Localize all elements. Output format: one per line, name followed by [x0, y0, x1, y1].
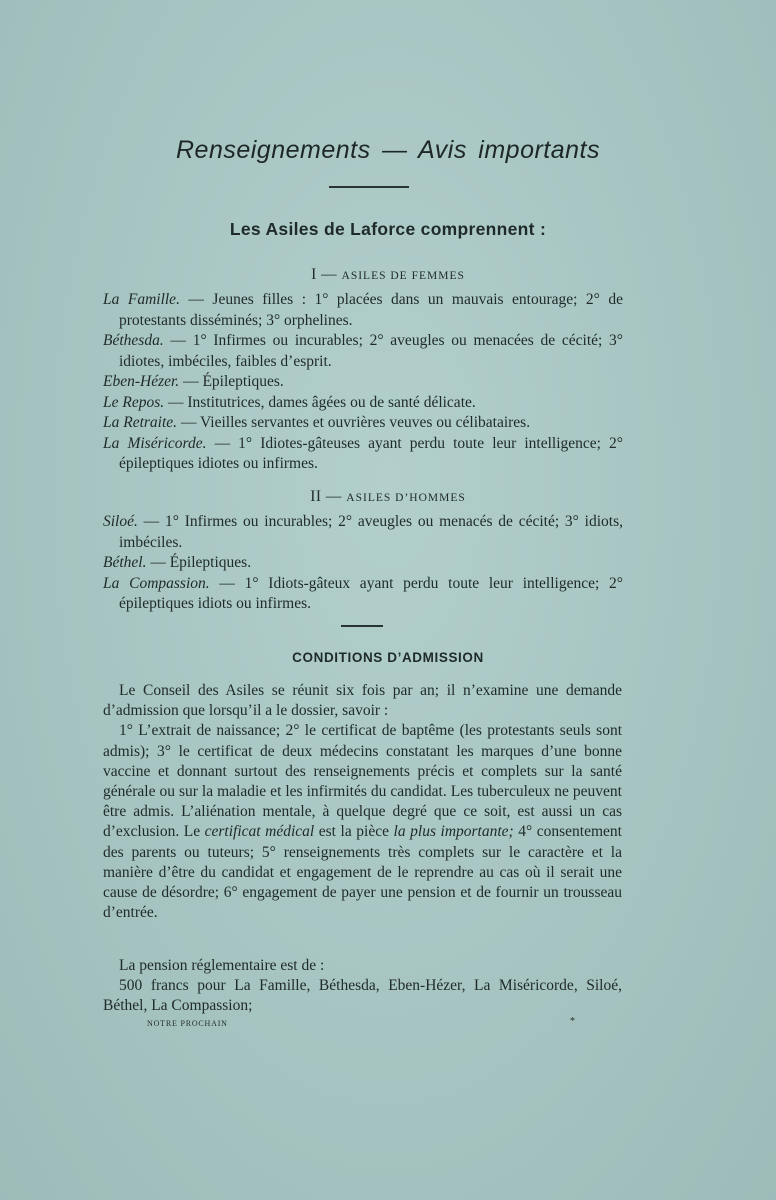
list-item [103, 290, 623, 331]
list-item [103, 331, 623, 372]
section-numeral: I — [311, 266, 338, 283]
men-asylums-list [103, 512, 623, 615]
asylum-description: — 1° Infirmes ou incurables; 2° aveugles ou menacées de cécité; 3° idiotes, imbéciles, faibles d’esprit. [119, 332, 623, 370]
pension-intro: La pension réglementaire est de : [119, 957, 325, 974]
asylum-description: — Institutrices, dames âgées ou de santé délicate. [164, 393, 476, 411]
title-divider [329, 186, 409, 188]
conditions-text: est la pièce [314, 823, 394, 841]
asylum-name: La Famille. [103, 291, 180, 308]
pension-line: 500 francs pour La Famille, Béthesda, Eben-Hézer, La Miséricorde, Siloé, Béthel, La Compassion; [103, 977, 622, 1015]
section-divider [341, 625, 383, 627]
conditions-text: 1° L’extrait de naissance; 2° le certificat de baptême (les protestants seuls sont admis); 3° le certificat de deux médecins constatant les marques d’une bonne vaccine et donnant surtout des renseignements précis et complets sur la santé générale ou sur la maladie et les infirmités du candidat. Les tuberculeux ne peuvent être admis. L’aliénation mentale, à quelque degré que ce soit, est aussi un cas d’exclusion. Le [103, 722, 622, 841]
women-asylums-list [103, 290, 623, 475]
asylum-description: — Vieilles servantes et ouvrières veuves ou célibataires. [177, 414, 531, 431]
pension-body [103, 956, 622, 1017]
asylum-description: — Jeunes filles : 1° placées dans un mauvais entourage; 2° de protestants disséminés; 3° orphelines. [119, 291, 623, 329]
conditions-body [103, 681, 622, 923]
asylum-description: — 1° Idiots-gâteux ayant perdu toute leur intelligence; 2° épileptiques idiots ou infirmes. [119, 574, 623, 612]
section-men-heading [0, 488, 776, 506]
asylum-description: — 1° Infirmes ou incurables; 2° aveugles ou menacés de cécité; 3° idiots, imbéciles. [119, 513, 623, 551]
asylum-name: Siloé. [103, 513, 138, 530]
list-item [103, 372, 623, 393]
asylum-name: Béthesda. [103, 332, 164, 349]
asylum-name: La Compassion. [103, 574, 210, 592]
list-item [103, 512, 623, 553]
list-item [103, 574, 623, 615]
signature-mark: * [570, 1016, 575, 1027]
list-item [103, 434, 623, 475]
asylum-name: La Retraite. [103, 414, 178, 431]
section-label: ASILES DE FEMMES [341, 270, 465, 282]
conditions-paragraph-2 [103, 721, 622, 923]
asylum-description: — Épileptiques. [179, 373, 284, 390]
emphasis-text: la plus importante; [393, 823, 514, 841]
footer-catchword: NOTRE PROCHAIN [147, 1019, 228, 1028]
page-title: Renseignements — Avis importants [175, 136, 600, 164]
emphasis-text: certificat médical [204, 823, 315, 841]
conditions-heading: CONDITIONS D’ADMISSION [292, 650, 484, 665]
section-label: ASILES D’HOMMES [346, 492, 466, 504]
asylum-description: — 1° Idiotes-gâteuses ayant perdu toute leur intelligence; 2° épileptiques idiotes ou infirmes. [119, 434, 623, 472]
list-item [103, 413, 623, 434]
asylum-name: Eben-Hézer. [103, 373, 180, 390]
conditions-text: 4° consentement des parents ou tuteurs; 5° renseignements très complets sur le caractère et la manière d’être du candidat et engagement de le reprendre au cas où il serait une cause de désordre; 6° engagement de payer une pension et de fournir un trousseau d’entrée. [103, 823, 622, 922]
asylum-description: — Épileptiques. [146, 554, 252, 571]
conditions-paragraph-1: Le Conseil des Asiles se réunit six fois par an; il n’examine une demande d’admission que lorsqu’il a le dossier, savoir : [103, 682, 622, 720]
asylum-name: La Miséricorde. [103, 434, 207, 452]
subheading: Les Asiles de Laforce comprennent : [229, 219, 547, 239]
asylum-name: Béthel. [103, 554, 147, 571]
asylum-name: Le Repos. [103, 393, 165, 411]
list-item [103, 393, 623, 414]
section-women-heading [0, 266, 776, 284]
section-numeral: II — [310, 488, 342, 505]
list-item [103, 553, 623, 574]
